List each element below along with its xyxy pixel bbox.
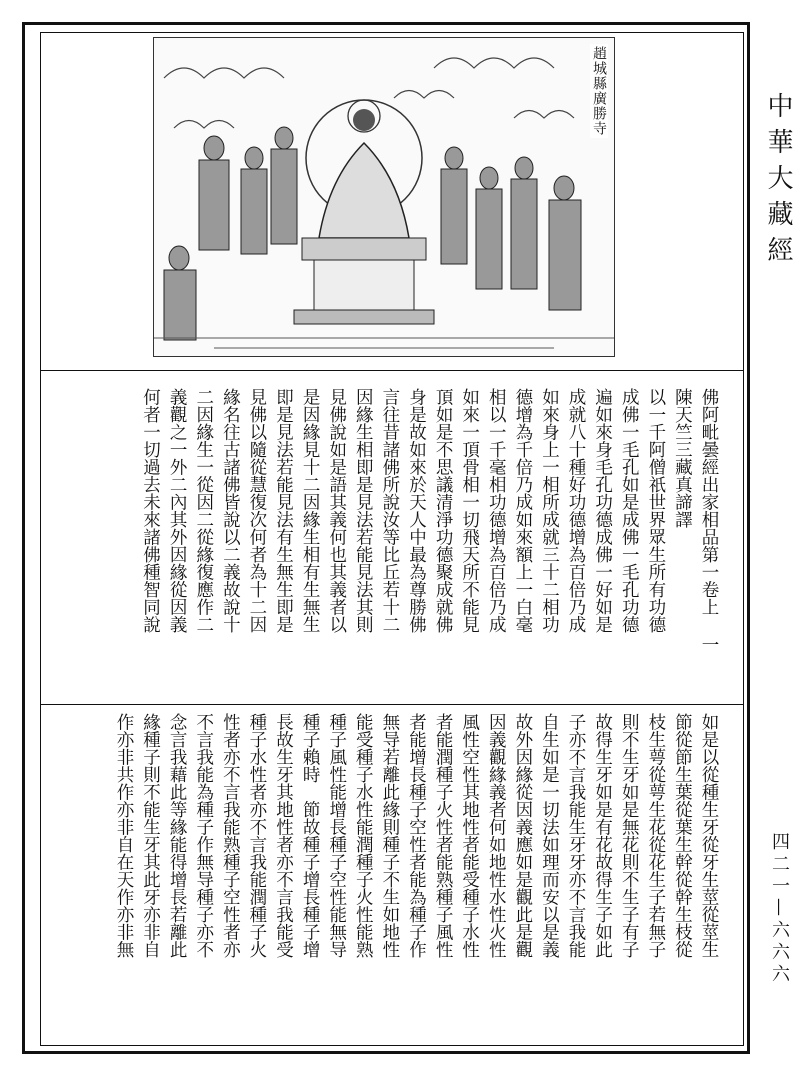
upper-text-block	[66, 388, 722, 700]
text-column: 相以一千毫相功德增為百倍乃成	[486, 388, 507, 633]
text-column: 因緣生相即是見法若能見法其則	[353, 388, 374, 633]
text-column: 緣種子則不能生牙其此牙亦非自	[140, 713, 161, 958]
page-number: 四二一—六六六	[769, 832, 790, 986]
text-column: 陳天竺三藏真諦譯	[672, 388, 693, 528]
text-column: 佛阿毗曇經出家相品第一卷上 一	[699, 388, 719, 653]
text-column: 種子賴時 節故種子增長種子增	[300, 713, 321, 958]
illustration-caption: 趙城縣廣勝寺	[591, 46, 607, 136]
text-column: 如是以從種生牙從牙生莖從莖生	[699, 713, 719, 958]
lower-section-divider	[40, 704, 744, 705]
text-column: 能受種子水性能潤種子火性能熟	[353, 713, 374, 958]
text-column: 二因緣生一從因二從緣復應作二	[193, 388, 214, 633]
woodcut-illustration	[153, 37, 615, 357]
text-column: 因義觀緣義者何如地性水性火性	[486, 713, 507, 958]
text-column: 作亦非共作亦非自在天作亦非無	[113, 713, 134, 958]
text-column: 是因緣見十二因緣生相有生無生	[300, 388, 321, 633]
text-column: 故得生牙如是有花故得生子如此	[592, 713, 613, 958]
text-column: 種子水性者亦不言我能潤種子火	[246, 713, 267, 958]
buddha-assembly-woodcut-icon	[154, 38, 615, 357]
text-column: 者能增長種子空性者能為種子作	[406, 713, 427, 958]
text-column: 即是見法若能見法有生無生即是	[273, 388, 294, 633]
text-column: 成就八十種好功德增為百倍乃成	[566, 388, 587, 633]
text-column: 德增為千倍乃成如來額上一白毫	[512, 388, 533, 633]
text-column: 風性空性其地性者能受種子水性	[459, 713, 480, 958]
text-column: 子亦不言我能生牙牙亦不言我能	[566, 713, 587, 958]
text-column: 枝生萼從萼生花從花生子若無子	[645, 713, 666, 958]
text-column: 念言我藉此等緣能得增長若離此	[167, 713, 188, 958]
text-column: 無导若離此緣則種子不生如地性	[379, 713, 400, 958]
text-column: 見佛說如是語其義何也其義者以	[326, 388, 347, 633]
upper-section-divider	[40, 370, 744, 371]
text-column: 身是故如來於天人中最為尊勝佛	[406, 388, 427, 633]
text-column: 者能潤種子火性者能熟種子風性	[433, 713, 454, 958]
text-column: 種子風性能增長種子空性能無导	[326, 713, 347, 958]
text-column: 緣名往古諸佛皆說以二義故說十	[220, 388, 241, 633]
text-column: 如來一頂骨相一切飛天所不能見	[459, 388, 480, 633]
text-column: 成佛一毛孔如是成佛一毛孔功德	[619, 388, 640, 633]
text-column: 以一千阿僧祇世界眾生所有功德	[645, 388, 666, 633]
text-column: 則不生牙如是無花則不生子有子	[619, 713, 640, 958]
text-column: 見佛以隨從慧復次何者為十二因	[246, 388, 267, 633]
text-column: 故外因緣從因義應如是觀此是觀	[512, 713, 533, 958]
text-column: 言往昔諸佛所說汝等比丘若十二	[379, 388, 400, 633]
text-column: 性者亦不言我能熟種子空性者亦	[220, 713, 241, 958]
text-column: 長故生牙其地性者亦不言我能受	[273, 713, 294, 958]
collection-title: 中華大藏經	[763, 92, 793, 272]
lower-text-block	[66, 713, 722, 1048]
text-column: 遍如來身毛孔功德成佛一好如是	[592, 388, 613, 633]
text-column: 自生如是一切法如理而安以是義	[539, 713, 560, 958]
text-column: 節從節生葉從葉生幹從幹生枝從	[672, 713, 693, 958]
text-column: 義觀之一外二內其外因緣從因義	[167, 388, 188, 633]
text-column: 不言我能為種子作無导種子亦不	[193, 713, 214, 958]
text-column: 頂如是不思議清淨功德聚成就佛	[433, 388, 454, 633]
text-column: 如來身上一相所成就三十二相功	[539, 388, 560, 633]
text-column: 何者一切過去未來諸佛種智同說	[140, 388, 161, 633]
